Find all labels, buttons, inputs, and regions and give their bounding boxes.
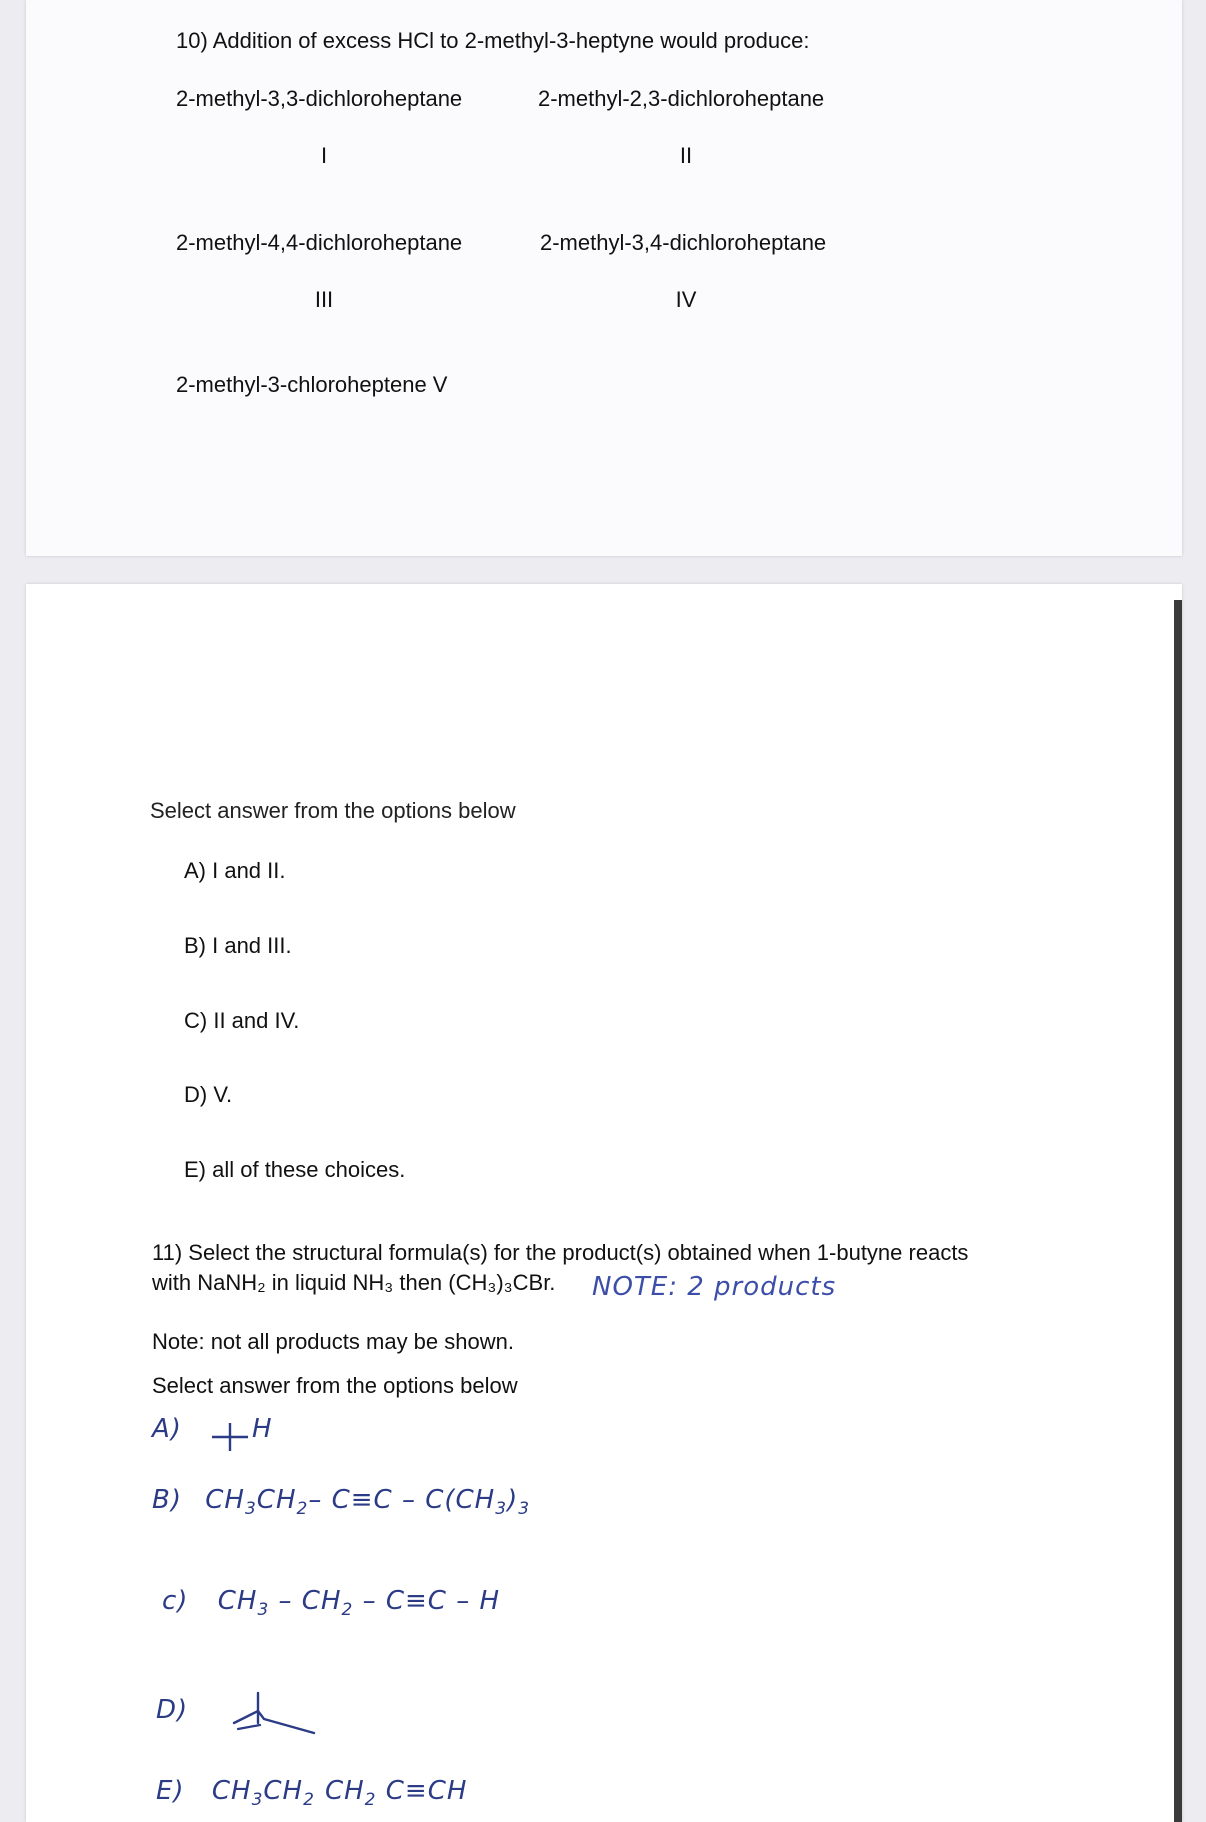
select-prompt-11: Select answer from the options below: [152, 1373, 518, 1398]
option-2-name: 2-methyl-2,3-dichloroheptane: [538, 86, 825, 111]
tert-butyl-icon: [210, 1420, 250, 1454]
hand-b-sub: 3: [495, 1499, 508, 1520]
option-4-name: 2-methyl-3,4-dichloroheptane: [540, 230, 827, 255]
hand-option-e[interactable]: [156, 1776, 467, 1810]
hand-b-part: – C≡C – C(CH: [308, 1485, 496, 1515]
answer-e[interactable]: E) all of these choices.: [184, 1157, 406, 1182]
hand-c-sub: 3: [257, 1600, 270, 1621]
hand-option-d[interactable]: [156, 1695, 188, 1725]
hand-b-part: CH: [256, 1485, 297, 1515]
answer-a[interactable]: A) I and II.: [184, 858, 286, 883]
skeletal-structure-icon: [230, 1689, 320, 1737]
hand-e-part: C≡CH: [376, 1776, 468, 1806]
hand-option-b-label: B): [152, 1485, 182, 1515]
hand-b-sub: 2: [296, 1499, 309, 1520]
option-4-numeral: IV: [675, 287, 697, 312]
hand-e-sub: 2: [364, 1790, 377, 1811]
hand-e-sub: 3: [251, 1790, 264, 1811]
hand-option-c-label: c): [162, 1586, 189, 1616]
question-11-line-1: 11) Select the structural formula(s) for the product(s) obtained when 1-butyne reacts: [152, 1240, 969, 1265]
hand-b-part: ): [507, 1485, 519, 1515]
hand-option-a-h: H: [252, 1414, 273, 1444]
option-1-name: 2-methyl-3,3-dichloroheptane: [176, 86, 463, 111]
hand-c-part: – C≡C – H: [353, 1586, 501, 1616]
answer-d[interactable]: D) V.: [184, 1082, 233, 1107]
answer-c[interactable]: C) II and IV.: [184, 1008, 300, 1033]
hand-e-part: CH: [211, 1776, 252, 1806]
option-3-numeral: III: [314, 287, 334, 312]
option-1-numeral: I: [320, 143, 328, 168]
hand-c-part: CH: [217, 1586, 258, 1616]
answer-b[interactable]: B) I and III.: [184, 933, 292, 958]
hand-option-e-label: E): [156, 1776, 185, 1806]
hand-option-a-label: A): [152, 1414, 182, 1444]
hand-e-sub: 2: [303, 1790, 315, 1811]
answer-sheet: [26, 584, 1182, 1822]
hand-c-part: – CH: [269, 1586, 342, 1616]
page-edge-shadow: [1174, 600, 1182, 1822]
note-text: Note: not all products may be shown.: [152, 1329, 514, 1354]
hand-b-sub: 3: [244, 1499, 257, 1520]
hand-option-c[interactable]: [162, 1586, 500, 1620]
hand-option-b[interactable]: [152, 1485, 530, 1519]
question-11-line-2: with NaNH₂ in liquid NH₃ then (CH₃)₃CBr.: [152, 1270, 556, 1295]
question-10-text: 10) Addition of excess HCl to 2-methyl-3-heptyne would produce:: [176, 28, 810, 53]
hand-e-part: CH: [324, 1776, 365, 1806]
question-10-sheet: [26, 0, 1182, 556]
option-5-name: 2-methyl-3-chloroheptene V: [176, 372, 448, 397]
hand-c-sub: 2: [341, 1600, 354, 1621]
handwritten-note: NOTE: 2 products: [592, 1272, 837, 1302]
select-prompt-10: Select answer from the options below: [150, 798, 516, 823]
hand-b-part: CH: [205, 1485, 245, 1515]
hand-e-part: CH: [263, 1776, 304, 1806]
option-2-numeral: II: [679, 143, 693, 168]
option-3-name: 2-methyl-4,4-dichloroheptane: [176, 230, 463, 255]
hand-option-d-label: D): [156, 1695, 189, 1725]
hand-b-sub: 3: [518, 1499, 531, 1520]
hand-option-a[interactable]: [152, 1414, 273, 1444]
